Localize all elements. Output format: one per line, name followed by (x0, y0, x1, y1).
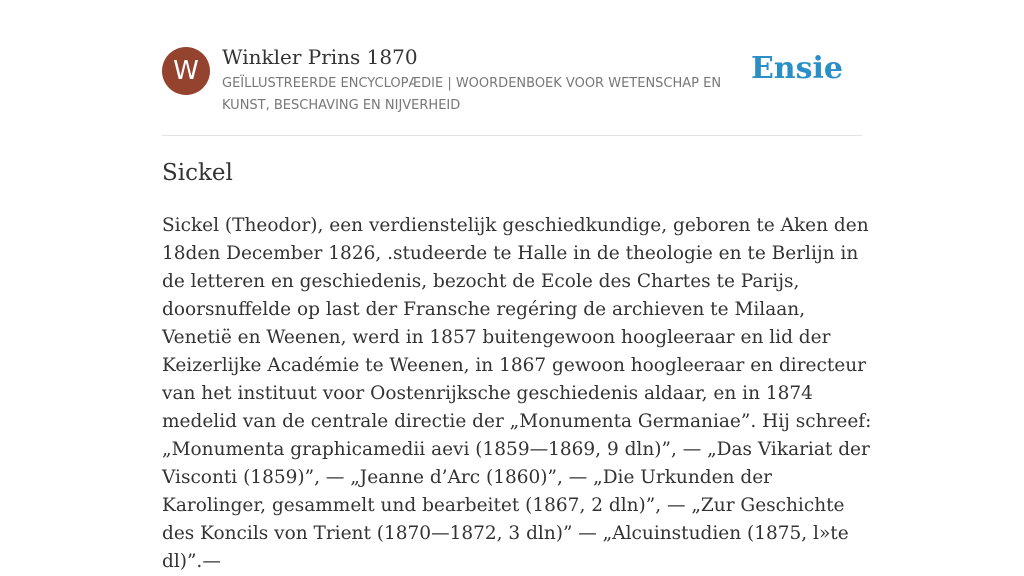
source-header (162, 45, 862, 135)
entry-title: Sickel (162, 160, 233, 186)
page (162, 0, 872, 572)
entry-body: Sickel (Theodor), een verdienstelijk geschiedkundige, geboren te Aken den 18den December 1826, .studeerde te Halle in de theologie en te Berlijn in de letteren en geschiedenis, bezocht de Ecole des Chartes te Parijs, doorsnuffelde op last der Fransche regéring de archieven te Milaan, Venetië en Weenen, werd in 1857 buitengewoon hoogleeraar en lid der Keizerlijke Académie te Weenen, in 1867 gewoon hoogleeraar en directeur van het instituut voor Oostenrijksche geschiedenis aldaar, en in 1874 medelid van de centrale directie der „Monumenta Germaniae”. Hij schreef: „Monumenta graphicamedii aevi (1859—1869, 9 dln)”, — „Das Vikariat der Visconti (1859)”, — „Jeanne d’Arc (1860)”, — „Die Urkunden der Karolinger, gesammelt und bearbeitet (1867, 2 dln)”, — „Zur Geschichte des Koncils von Trient (1870—1872, 3 dln)” — „Alcuinstudien (1875, l»te dl)”.— (162, 215, 872, 572)
source-title[interactable]: Winkler Prins 1870 (222, 45, 418, 69)
source-subtitle: GEÏLLUSTREERDE ENCYCLOPÆDIE | WOORDENBOEK VOOR WETENSCHAP EN KUNST, BESCHAVING EN NIJVERHEID (222, 76, 722, 113)
divider (162, 135, 862, 136)
avatar[interactable]: W (162, 47, 210, 95)
brand-logo[interactable]: Ensie (750, 51, 843, 86)
